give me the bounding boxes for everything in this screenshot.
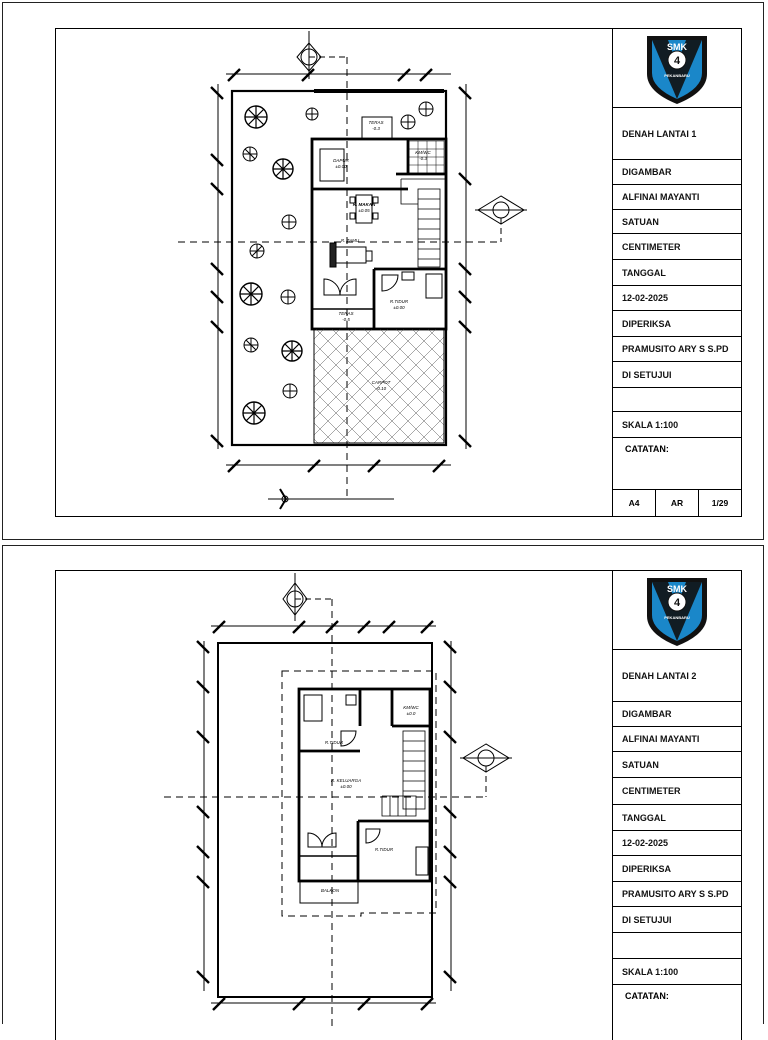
sheet-footer [613, 489, 741, 516]
shield-logo-icon [643, 30, 711, 106]
room-label-keluarga: R. KELUARGA [330, 778, 362, 783]
drawn-by-label: DIGAMBAR [613, 160, 741, 185]
title-block-2 [612, 571, 741, 1040]
shield-logo-icon [643, 572, 711, 648]
room-label-teras-top: TERAS [368, 120, 384, 125]
approved-label: DI SETUJUI [613, 907, 741, 933]
level-teras: -0.5 [342, 317, 350, 322]
drawn-by-value: ALFINAI MAYANTI [613, 727, 741, 752]
section-marker-top [297, 31, 321, 79]
drawing-title: DENAH LANTAI 2 [613, 650, 741, 702]
checked-by-label: DIPERIKSA [613, 311, 741, 337]
room-label-tamu: R. TAMU [340, 238, 360, 243]
section-marker-right [460, 744, 512, 797]
drawing-frame-1 [55, 28, 742, 517]
svg-text:PEKANBARU: PEKANBARU [664, 615, 690, 620]
drawing-sheet-1 [2, 2, 764, 540]
notes-label: CATATAN: [625, 444, 669, 454]
floor-plan-1 [56, 29, 614, 516]
section-marker-right [475, 196, 527, 242]
checked-by-value: PRAMUSITO ARY S S.PD [613, 337, 741, 362]
scale: SKALA 1:100 [613, 959, 741, 985]
section-marker-bottom [268, 489, 394, 509]
room-label-tidur-a: R.TIDUR [324, 740, 344, 745]
date-label: TANGGAL [613, 260, 741, 286]
unit-label: SATUAN [613, 752, 741, 778]
room-label-teras: TERAS [338, 311, 354, 316]
unit-value: CENTIMETER [613, 234, 741, 260]
room-label-balkon: BALKON [320, 888, 340, 893]
date-label: TANGGAL [613, 805, 741, 831]
school-logo [613, 29, 741, 108]
room-label-kmwc: KM/WC [415, 150, 431, 155]
svg-text:4: 4 [673, 597, 681, 609]
unit-label: SATUAN [613, 210, 741, 234]
page-number: 1/29 [711, 498, 729, 508]
section-marker-top [283, 573, 307, 621]
discipline-code: AR [656, 490, 699, 516]
room-label-makan: R. MAKAN [352, 202, 376, 207]
checked-by-label: DIPERIKSA [613, 856, 741, 882]
unit-value: CENTIMETER [613, 778, 741, 805]
drawing-frame-2 [55, 570, 742, 1040]
level-tidur: ±0.00 [393, 305, 405, 310]
svg-text:4: 4 [673, 55, 681, 67]
building-walls [299, 689, 430, 881]
svg-text:SMK: SMK [667, 42, 687, 52]
school-logo [613, 571, 741, 650]
svg-text:SMK: SMK [667, 584, 687, 594]
date-value: 12-02-2025 [613, 831, 741, 856]
title-block-1 [612, 29, 741, 516]
level-kmwc: -0.3 [419, 156, 427, 161]
approved-value [613, 388, 741, 412]
level-dapur: ±0.00 [335, 164, 347, 169]
stairs [401, 179, 446, 267]
level-teras-top: -0.3 [372, 126, 380, 131]
level-makan: ±0.05 [358, 208, 370, 213]
furniture [324, 195, 442, 298]
drawn-by-value: ALFINAI MAYANTI [613, 185, 741, 210]
approved-label: DI SETUJUI [613, 362, 741, 388]
paper-size: A4 [613, 490, 656, 516]
level-kmwc: ±0.0 [406, 711, 416, 716]
stairs [382, 731, 425, 816]
room-label-tidur: R.TIDUR [389, 299, 409, 304]
floor-plan-2 [56, 571, 614, 1026]
dimension-lines [197, 621, 456, 1010]
approved-value [613, 933, 741, 959]
room-label-dapur: DAPUR [333, 158, 349, 163]
scale: SKALA 1:100 [613, 412, 741, 438]
drawing-title: DENAH LANTAI 1 [613, 108, 741, 160]
drawn-by-label: DIGAMBAR [613, 702, 741, 727]
notes-label: CATATAN: [625, 991, 669, 1001]
room-label-carport: CARPOT [371, 380, 391, 385]
level-keluarga: ±0.00 [340, 784, 352, 789]
level-carport: -0.10 [375, 386, 387, 391]
date-value: 12-02-2025 [613, 286, 741, 311]
room-label-kmwc: KM/WC [403, 705, 419, 710]
room-label-tidur-b: R.TIDUR [374, 847, 394, 852]
checked-by-value: PRAMUSITO ARY S S.PD [613, 882, 741, 907]
svg-text:PEKANBARU: PEKANBARU [664, 73, 690, 78]
drawing-sheet-2 [2, 545, 764, 1024]
